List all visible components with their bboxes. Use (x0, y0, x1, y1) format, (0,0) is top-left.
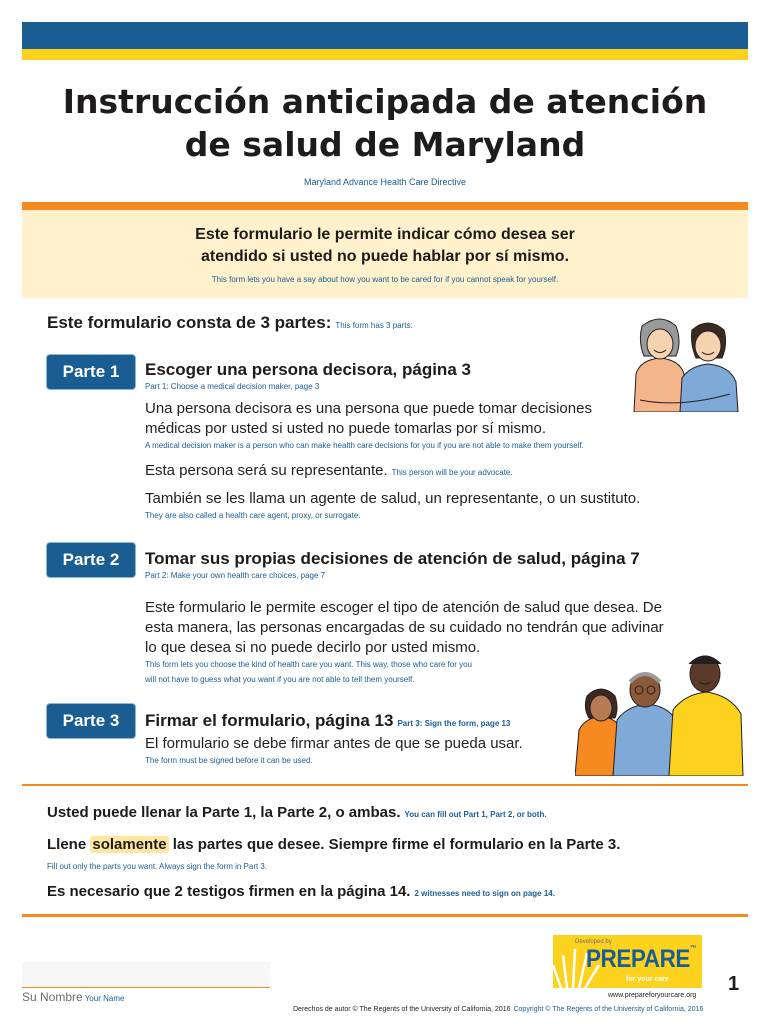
part-1-heading-english: Part 1: Choose a medical decision maker, page 3 (145, 382, 320, 391)
page-number: 1 (728, 973, 740, 995)
part-2-heading-english: Part 2: Make your own health care choices, page 7 (145, 571, 326, 580)
part-1-paragraph-1 (145, 399, 592, 439)
part-2-english-line-1: This form lets you choose the kind of health care you want. This way, those who care for you (145, 660, 472, 669)
intro-line-1: Este formulario le permite indicar cómo desea ser (195, 226, 575, 243)
orange-divider-middle (22, 784, 748, 786)
note-witnesses-text: Es necesario que 2 testigos firmen en la página 14. (47, 883, 411, 900)
part-1-p3-english: They are also called a health care agent, proxy, or surrogate. (145, 511, 361, 520)
orange-divider-bottom (22, 914, 748, 917)
part-1-p2-english: This person will be your advocate. (391, 468, 513, 477)
title-english: Maryland Advance Health Care Directive (303, 177, 467, 187)
website-link[interactable]: www.prepareforyourcare.org (608, 992, 697, 999)
note-only-pre: Llene (47, 836, 87, 853)
title-line-1: Instrucción anticipada de atención (62, 82, 708, 121)
intro-text (22, 224, 748, 268)
part-1-paragraph-2 (145, 461, 513, 483)
header-yellow-stripe (22, 49, 748, 60)
header-blue-band (22, 22, 748, 49)
name-field[interactable] (22, 962, 270, 988)
copyright-english: Copyright © The Regents of the University of California, 2016 (513, 1006, 704, 1013)
part-1-heading: Escoger una persona decisora, página 3 (145, 360, 471, 379)
note-witnesses (47, 883, 555, 900)
intro-line-2: atendido si usted no puede hablar por sí mismo. (200, 248, 570, 265)
logo-word-text: PREPARE (586, 945, 690, 973)
part-1-badge: Parte 1 (47, 355, 135, 389)
name-label (22, 990, 124, 1004)
orange-divider-top (22, 202, 748, 210)
name-label-english: Your Name (84, 994, 125, 1003)
note-witnesses-english: 2 witnesses need to sign on page 14. (414, 889, 555, 898)
note-only-parts (47, 836, 620, 853)
part-1-p1-line-1: Una persona decisora es una persona que puede tomar decisiones (145, 400, 592, 417)
part-1-p2-text: Esta persona será su representante. (145, 462, 388, 479)
logo-developed-by: Developed by (575, 939, 612, 945)
page-title (22, 80, 748, 166)
note-only-post: las partes que desee. Siempre firme el formulario en la Parte 3. (172, 836, 621, 853)
part-2-line-1: Este formulario le permite escoger el tipo de atención de salud que desea. De (145, 599, 662, 616)
part-2-line-3: lo que desea si no puede decirlo por usted mismo. (145, 639, 481, 656)
part-1-paragraph-3: También se les llama un agente de salud, un representante, o un sustituto. (145, 490, 641, 507)
copyright-spanish: Derechos de autor © The Regents of the University of California, 2016 (293, 1006, 511, 1013)
part-2-badge: Parte 2 (47, 543, 135, 577)
part-3-heading-english: Part 3: Sign the form, page 13 (397, 719, 511, 728)
overview-label: Este formulario consta de 3 partes: (47, 313, 332, 332)
part-2-heading: Tomar sus propias decisiones de atención de salud, página 7 (145, 549, 640, 568)
title-line-2: de salud de Maryland (184, 125, 586, 164)
part-3-text: El formulario se debe firmar antes de que se pueda usar. (145, 735, 523, 752)
prepare-logo (553, 935, 702, 988)
note-only-english: Fill out only the parts you want. Always sign the form in Part 3. (47, 862, 268, 871)
intro-english: This form lets you have a say about how you want to be cared for if you cannot speak for yourself. (211, 275, 559, 284)
part-3-badge: Parte 3 (47, 704, 135, 738)
copyright (293, 1006, 703, 1013)
overview-english: This form has 3 parts: (335, 321, 413, 330)
two-women-illustration (620, 312, 744, 412)
part-3-english: The form must be signed before it can be used. (145, 756, 313, 765)
note-fill-parts (47, 804, 547, 821)
part-3-heading (145, 711, 510, 731)
part-1-p1-line-2: médicas por usted si usted no puede tomarlas por sí mismo. (145, 420, 547, 437)
part-1-p1-english: A medical decision maker is a person who can make health care decisions for you if you are not able to make them yourself. (145, 441, 584, 450)
note-fill-parts-english: You can fill out Part 1, Part 2, or both. (404, 810, 547, 819)
logo-wordmark (586, 945, 696, 974)
logo-tagline: for your care (626, 976, 669, 983)
overview-heading (47, 313, 413, 333)
note-only-highlight: solamente (92, 836, 167, 853)
part-3-heading-text: Firmar el formulario, página 13 (145, 711, 394, 730)
note-fill-parts-text: Usted puede llenar la Parte 1, la Parte 2, o ambas. (47, 804, 401, 821)
family-group-illustration (575, 644, 745, 776)
part-2-line-2: esta manera, las personas encargadas de su cuidado no tendrán que adivinar (145, 619, 664, 636)
name-label-text: Su Nombre (22, 990, 83, 1004)
part-2-english-line-2: will not have to guess what you want if you are not able to tell them yourself. (145, 675, 415, 684)
logo-trademark: ™ (689, 945, 696, 952)
